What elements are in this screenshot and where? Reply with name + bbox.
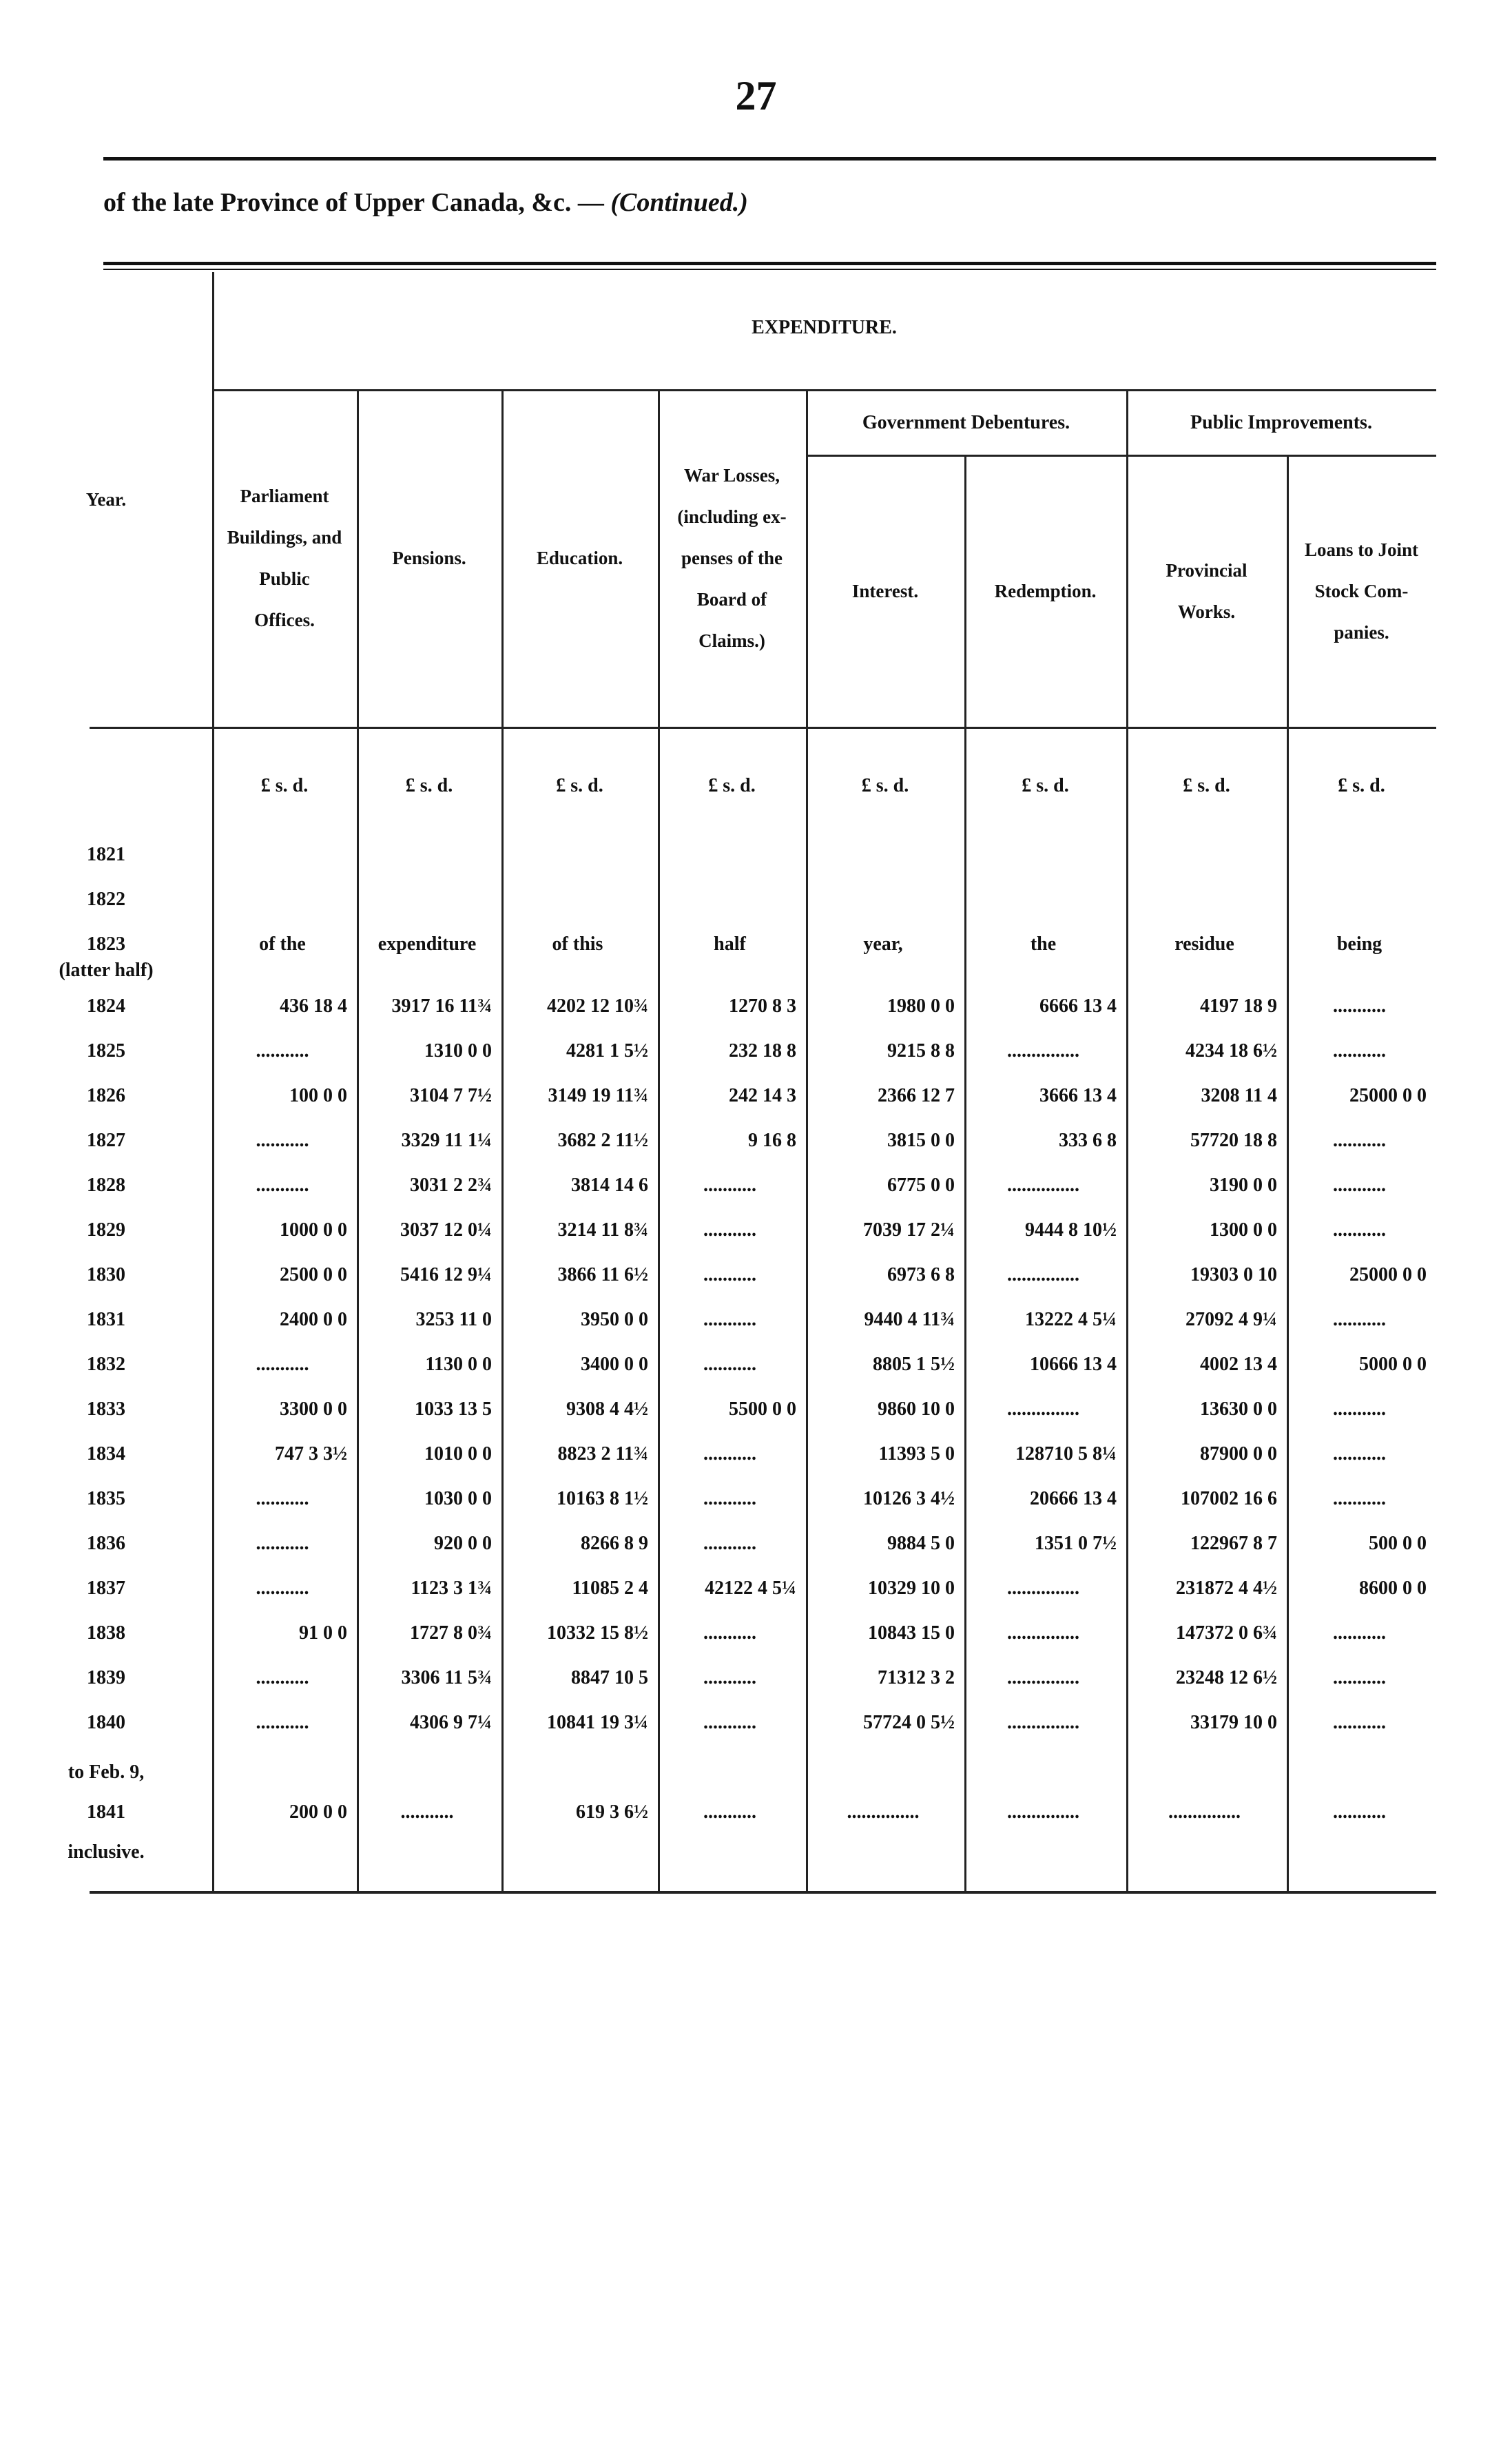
- year-label: 1840: [87, 1712, 125, 1733]
- table-cell: 1123 3 1¾: [411, 1578, 492, 1599]
- column-header-line: Provincial: [1166, 559, 1247, 581]
- table-cell: 9860 10 0: [878, 1398, 955, 1420]
- table-cell: 200 0 0: [289, 1801, 347, 1823]
- column-header-line: Education.: [536, 548, 623, 568]
- table-cell: ...........: [703, 1264, 756, 1285]
- table-cell: ...........: [1333, 1488, 1386, 1509]
- table-cell: 242 14 3: [729, 1085, 796, 1106]
- table-cell: 20666 13 4: [1030, 1488, 1117, 1509]
- table-cell: 3214 11 8¾: [557, 1219, 648, 1241]
- currency-units: £ s. d.: [556, 775, 603, 796]
- table-cell: 3815 0 0: [887, 1130, 955, 1151]
- table-cell: 8266 8 9: [581, 1533, 648, 1554]
- table-cell: ...........: [256, 1667, 309, 1688]
- table-cell: 147372 0 6¾: [1176, 1622, 1277, 1644]
- column-divider: [806, 389, 808, 1891]
- column-header-line: Pensions.: [392, 548, 466, 568]
- column-header-line: Buildings, and: [227, 527, 342, 548]
- table-cell: 3190 0 0: [1210, 1175, 1277, 1196]
- table-cell: ...............: [1007, 1398, 1079, 1420]
- table-cell: 3104 7 7½: [410, 1085, 492, 1106]
- expenditure-header-rule: [212, 389, 1436, 391]
- table-cell: ...............: [1007, 1801, 1079, 1823]
- table-cell: 3306 11 5¾: [401, 1667, 492, 1688]
- table-cell: ...........: [256, 1354, 309, 1375]
- year-label: 1836: [87, 1533, 125, 1554]
- year-label: 1835: [87, 1488, 125, 1509]
- table-cell: 9444 8 10½: [1025, 1219, 1117, 1241]
- table-cell: 1010 0 0: [424, 1443, 492, 1465]
- year-label: 1827: [87, 1130, 125, 1151]
- table-cell: 9 16 8: [748, 1130, 796, 1151]
- table-cell: 25000 0 0: [1349, 1264, 1427, 1285]
- table-cell: 333 6 8: [1059, 1130, 1117, 1151]
- table-cell: ...............: [1007, 1622, 1079, 1644]
- table-cell: ...........: [703, 1712, 756, 1733]
- table-cell: ...............: [1007, 1264, 1079, 1285]
- table-cell: 9884 5 0: [887, 1533, 955, 1554]
- year-label-line2: (latter half): [59, 960, 154, 981]
- table-cell: 57724 0 5½: [863, 1712, 955, 1733]
- table-cell: 232 18 8: [729, 1040, 796, 1062]
- table-cell: 3682 2 11½: [557, 1130, 648, 1151]
- table-cell: 1000 0 0: [280, 1219, 347, 1241]
- currency-units: £ s. d.: [1022, 775, 1069, 796]
- table-cell: 4197 18 9: [1200, 995, 1277, 1017]
- column-header-loans: [1287, 529, 1436, 653]
- table-cell: ...........: [1333, 995, 1386, 1017]
- government-debentures-header: Government Debentures.: [862, 412, 1070, 433]
- table-cell: 3917 16 11¾: [391, 995, 492, 1017]
- table-cell: ...........: [1333, 1443, 1386, 1465]
- table-cell: 3866 11 6½: [557, 1264, 648, 1285]
- year-label: 1830: [87, 1264, 125, 1285]
- table-cell: 13630 0 0: [1200, 1398, 1277, 1420]
- column-header-education: [501, 537, 658, 579]
- table-cell: ...............: [1007, 1578, 1079, 1599]
- column-header-line: Year.: [85, 489, 127, 510]
- table-cell: 3814 14 6: [571, 1175, 648, 1196]
- table-cell: ...........: [703, 1667, 756, 1688]
- table-cell: 4281 1 5½: [566, 1040, 648, 1062]
- column-header-line: Offices.: [254, 610, 315, 630]
- table-cell: 128710 5 8¼: [1015, 1443, 1117, 1465]
- column-header-line: Stock Com-: [1314, 580, 1409, 601]
- table-cell: ...........: [1333, 1175, 1386, 1196]
- table-cell: being: [1336, 933, 1382, 955]
- column-header-redemption: [964, 570, 1126, 612]
- column-divider: [964, 455, 966, 1891]
- table-cell: 2500 0 0: [280, 1264, 347, 1285]
- table-cell: 8600 0 0: [1359, 1578, 1427, 1599]
- table-cell: 1030 0 0: [424, 1488, 492, 1509]
- column-header-war_losses: [658, 455, 806, 661]
- year-label: 1823: [87, 933, 125, 955]
- column-header-year: [0, 479, 212, 520]
- table-cell: ...........: [1333, 1398, 1386, 1420]
- column-header-line: Parliament: [240, 486, 329, 506]
- table-cell: 2400 0 0: [280, 1309, 347, 1330]
- table-cell: 10163 8 1½: [557, 1488, 648, 1509]
- table-cell: of the: [259, 933, 306, 955]
- column-header-line: Redemption.: [994, 580, 1097, 601]
- year-label: 1829: [87, 1219, 125, 1241]
- table-cell: 920 0 0: [434, 1533, 492, 1554]
- table-cell: 9440 4 11¾: [864, 1309, 955, 1330]
- table-cell: 6775 0 0: [887, 1175, 955, 1196]
- table-cell: 500 0 0: [1369, 1533, 1427, 1554]
- table-cell: ...............: [1007, 1175, 1079, 1196]
- table-cell: 3300 0 0: [280, 1398, 347, 1420]
- table-cell: 1033 13 5: [415, 1398, 492, 1420]
- column-header-line: penses of the: [681, 548, 783, 568]
- table-cell: ...........: [703, 1175, 756, 1196]
- currency-units: £ s. d.: [708, 775, 756, 796]
- year-label: 1832: [87, 1354, 125, 1375]
- table-cell: 11393 5 0: [878, 1443, 955, 1465]
- table-cell: ...............: [1007, 1040, 1079, 1062]
- column-divider: [1287, 455, 1289, 1891]
- table-cell: 100 0 0: [289, 1085, 347, 1106]
- year-label: 1826: [87, 1085, 125, 1106]
- page-title-continued: (Continued.): [610, 188, 748, 217]
- table-cell: 1130 0 0: [425, 1354, 492, 1375]
- table-cell: 4202 12 10¾: [547, 995, 648, 1017]
- table-cell: 10666 13 4: [1030, 1354, 1117, 1375]
- column-header-interest: [806, 570, 964, 612]
- table-cell: ...........: [256, 1712, 309, 1733]
- table-cell: 231872 4 4½: [1176, 1578, 1277, 1599]
- table-cell: ...............: [1007, 1712, 1079, 1733]
- table-cell: 3253 11 0: [415, 1309, 492, 1330]
- table-cell: ...........: [256, 1130, 309, 1151]
- table-cell: 9215 8 8: [887, 1040, 955, 1062]
- table-cell: 10843 15 0: [868, 1622, 955, 1644]
- year-label: 1831: [87, 1309, 125, 1330]
- table-cell: expenditure: [377, 933, 477, 955]
- table-cell: ...........: [703, 1354, 756, 1375]
- table-cell: 91 0 0: [299, 1622, 347, 1644]
- table-cell: 5000 0 0: [1359, 1354, 1427, 1375]
- table-cell: 1270 8 3: [729, 995, 796, 1017]
- table-cell: ...........: [703, 1443, 756, 1465]
- expenditure-header: EXPENDITURE.: [752, 317, 897, 338]
- currency-units: £ s. d.: [260, 775, 309, 796]
- table-cell: ...........: [703, 1533, 756, 1554]
- table-cell: 7039 17 2¼: [863, 1219, 955, 1241]
- column-header-line: panies.: [1334, 621, 1389, 643]
- table-cell: 33179 10 0: [1190, 1712, 1277, 1733]
- year-label: 1822: [87, 889, 125, 910]
- table-cell: residue: [1174, 933, 1234, 955]
- currency-units: £ s. d.: [405, 775, 453, 796]
- public-improvements-header: Public Improvements.: [1190, 412, 1372, 433]
- table-cell: 3329 11 1¼: [401, 1130, 492, 1151]
- column-header-line: War Losses,: [683, 465, 780, 486]
- table-cell: 5500 0 0: [729, 1398, 796, 1420]
- year-label: 1839: [87, 1667, 125, 1688]
- table-cell: 10841 19 3¼: [547, 1712, 648, 1733]
- table-cell: ...........: [256, 1578, 309, 1599]
- table-cell: 3208 11 4: [1201, 1085, 1277, 1106]
- table-cell: 25000 0 0: [1349, 1085, 1427, 1106]
- table-cell: ...............: [1168, 1801, 1241, 1823]
- table-cell: 42122 4 5¼: [705, 1578, 796, 1599]
- currency-units: £ s. d.: [1338, 775, 1385, 796]
- page-title-text: of the late Province of Upper Canada, &c. —: [103, 188, 604, 217]
- table-cell: ...........: [703, 1219, 756, 1241]
- table-bottom-rule: [90, 1891, 1436, 1894]
- year-label: 1834: [87, 1443, 125, 1465]
- table-cell: 10329 10 0: [868, 1578, 955, 1599]
- table-cell: year,: [863, 933, 903, 955]
- year-label: 1833: [87, 1398, 125, 1420]
- table-cell: 2366 12 7: [878, 1085, 955, 1106]
- year-label: 1841: [87, 1801, 125, 1823]
- year-label: 1838: [87, 1622, 125, 1644]
- table-cell: 6666 13 4: [1039, 995, 1117, 1017]
- table-cell: ...........: [1333, 1622, 1386, 1644]
- column-header-line: (including ex-: [677, 506, 787, 527]
- table-cell: 19303 0 10: [1190, 1264, 1277, 1285]
- table-cell: 9308 4 4½: [566, 1398, 648, 1420]
- table-cell: 3950 0 0: [581, 1309, 648, 1330]
- header-bottom-rule: [90, 727, 1436, 729]
- table-cell: 436 18 4: [280, 995, 347, 1017]
- table-cell: 57720 18 8: [1190, 1130, 1277, 1151]
- table-cell: ...........: [1333, 1309, 1386, 1330]
- table-cell: 3031 2 2¾: [410, 1175, 492, 1196]
- year-label: 1828: [87, 1175, 125, 1196]
- column-header-line: Claims.): [698, 630, 765, 651]
- table-cell: 747 3 3½: [275, 1443, 347, 1465]
- table-cell: 1310 0 0: [424, 1040, 492, 1062]
- year-label: 1837: [87, 1578, 125, 1599]
- table-cell: ...........: [1333, 1801, 1386, 1823]
- table-cell: ...........: [1333, 1667, 1386, 1688]
- table-cell: half: [714, 933, 746, 955]
- table-cell: 3666 13 4: [1039, 1085, 1117, 1106]
- table-cell: 11085 2 4: [572, 1578, 648, 1599]
- table-cell: 6973 6 8: [887, 1264, 955, 1285]
- table-cell: 122967 8 7: [1190, 1533, 1277, 1554]
- column-header-line: Board of: [696, 589, 767, 610]
- table-cell: 87900 0 0: [1200, 1443, 1277, 1465]
- column-header-line: Interest.: [851, 580, 919, 601]
- table-cell: ...........: [1333, 1712, 1386, 1733]
- year-label: 1821: [87, 844, 125, 865]
- table-cell: 1980 0 0: [887, 995, 955, 1017]
- table-cell: the: [1030, 933, 1057, 955]
- table-cell: 3400 0 0: [581, 1354, 648, 1375]
- table-cell: 4306 9 7¼: [410, 1712, 492, 1733]
- year-label: 1825: [87, 1040, 125, 1062]
- table-cell: of this: [552, 933, 603, 955]
- table-cell: ...........: [256, 1175, 309, 1196]
- column-header-line: Public: [259, 568, 310, 589]
- page-number: 27: [735, 73, 777, 118]
- column-header-provincial_works: [1126, 550, 1287, 632]
- table-cell: ...........: [400, 1801, 454, 1823]
- currency-units: £ s. d.: [1183, 775, 1230, 796]
- table-cell: 23248 12 6½: [1176, 1667, 1277, 1688]
- table-cell: ...............: [1007, 1667, 1079, 1688]
- table-cell: ...........: [256, 1040, 309, 1062]
- table-cell: 107002 16 6: [1181, 1488, 1277, 1509]
- table-cell: 1300 0 0: [1210, 1219, 1277, 1241]
- table-cell: 10126 3 4½: [863, 1488, 955, 1509]
- column-header-line: Works.: [1177, 601, 1236, 622]
- table-cell: ...........: [1333, 1219, 1386, 1241]
- table-cell: ...........: [1333, 1040, 1386, 1062]
- table-cell: 8805 1 5½: [873, 1354, 955, 1375]
- table-cell: 3037 12 0¼: [400, 1219, 492, 1241]
- column-header-pensions: [357, 537, 501, 579]
- year-label: 1824: [87, 995, 125, 1017]
- column-header-parliament: [212, 475, 357, 641]
- table-cell: 8823 2 11¾: [557, 1443, 648, 1465]
- table-cell: 4234 18 6½: [1185, 1040, 1277, 1062]
- table-cell: ...............: [847, 1801, 920, 1823]
- table-cell: 1351 0 7½: [1035, 1533, 1117, 1554]
- table-cell: ...........: [256, 1488, 309, 1509]
- column-divider: [357, 389, 359, 1891]
- year-label-line3: inclusive.: [68, 1841, 145, 1863]
- table-cell: 8847 10 5: [571, 1667, 648, 1688]
- table-cell: ...........: [703, 1488, 756, 1509]
- table-cell: ...........: [256, 1533, 309, 1554]
- table-cell: 71312 3 2: [878, 1667, 955, 1688]
- year-label-line2: to Feb. 9,: [68, 1761, 145, 1783]
- table-cell: 619 3 6½: [576, 1801, 648, 1823]
- column-header-line: Loans to Joint: [1304, 539, 1419, 560]
- table-cell: 5416 12 9¼: [400, 1264, 492, 1285]
- table-cell: ...........: [703, 1801, 756, 1823]
- table-cell: ...........: [1333, 1130, 1386, 1151]
- column-divider: [501, 389, 504, 1891]
- group-header-rule: [806, 455, 1436, 457]
- table-cell: 3149 19 11¾: [548, 1085, 648, 1106]
- currency-units: £ s. d.: [861, 775, 909, 796]
- table-cell: ...........: [703, 1622, 756, 1644]
- table-cell: 27092 4 9¼: [1185, 1309, 1277, 1330]
- table-cell: 13222 4 5¼: [1025, 1309, 1117, 1330]
- table-cell: 4002 13 4: [1200, 1354, 1277, 1375]
- table-cell: 10332 15 8½: [547, 1622, 648, 1644]
- table-cell: 1727 8 0¾: [410, 1622, 492, 1644]
- table-cell: ...........: [703, 1309, 756, 1330]
